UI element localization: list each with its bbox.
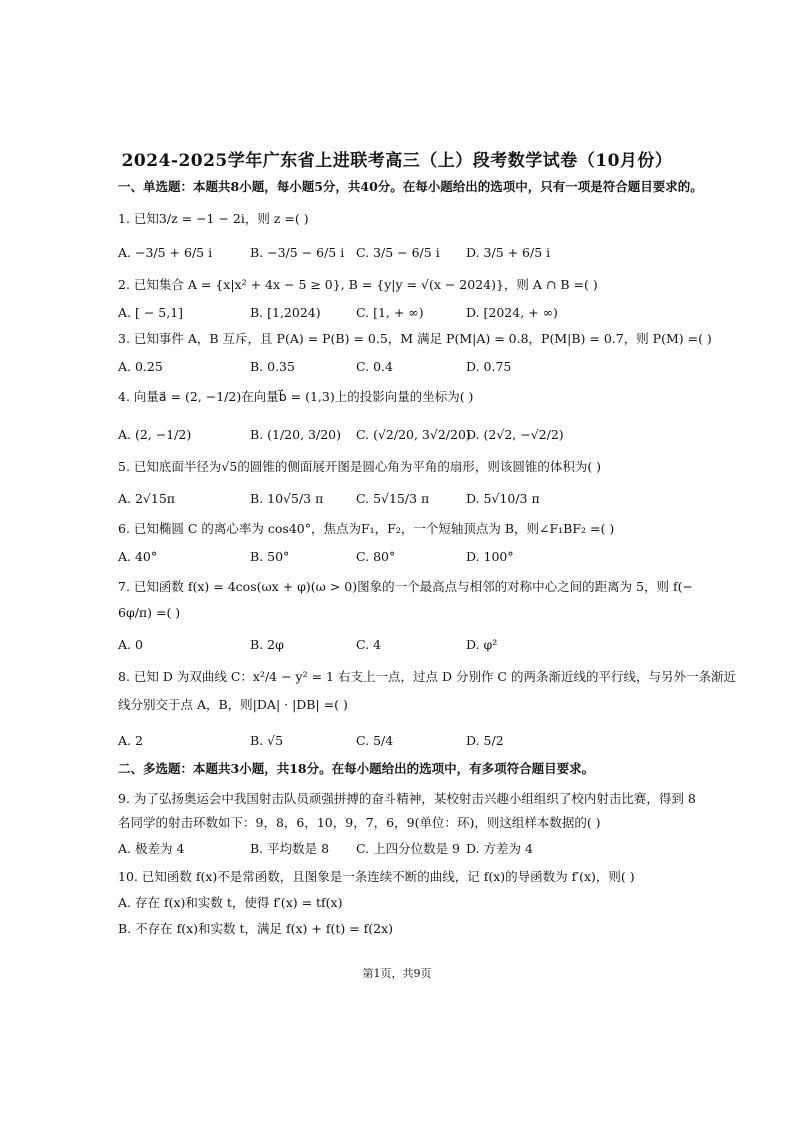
q3-option-b: B. 0.35 bbox=[250, 359, 295, 374]
question-9-cont: 名同学的射击环数如下：9，8，6，10，9，7，6，9(单位：环)，则这组样本数据的( ) bbox=[118, 815, 601, 830]
q1-option-b: B. −3/5 − 6/5 i bbox=[250, 245, 345, 260]
question-9-options bbox=[118, 840, 698, 858]
q7-option-c: C. 4 bbox=[356, 637, 382, 652]
q5-option-b: B. 10√5/3 π bbox=[250, 491, 324, 506]
q8-option-d: D. 5/2 bbox=[466, 733, 504, 748]
q3-option-c: C. 0.4 bbox=[356, 359, 393, 374]
question-10: 10. 已知函数 f(x)不是常函数，且图象是一条连续不断的曲线，记 f(x)的导函数为 f′(x)，则( ) bbox=[118, 869, 635, 884]
question-8-cont: 线分别交于点 A，B，则|DA| · |DB| =( ) bbox=[118, 697, 348, 712]
question-6-options bbox=[118, 548, 698, 566]
q4-option-c: C. (√2/20, 3√2/20) bbox=[356, 427, 471, 442]
q6-option-b: B. 50° bbox=[250, 549, 290, 564]
q1-option-d: D. 3/5 + 6/5 i bbox=[466, 245, 551, 260]
q1-option-a: A. −3/5 + 6/5 i bbox=[118, 245, 213, 260]
question-1: 1. 已知3/z = −1 − 2i，则 z =( ) bbox=[118, 211, 309, 226]
q8-option-a: A. 2 bbox=[118, 733, 143, 748]
q2-option-a: A. [ − 5,1] bbox=[118, 305, 184, 320]
question-7: 7. 已知函数 f(x) = 4cos(ωx + φ)(ω > 0)图象的一个最高点与相邻的对称中心之间的距离为 5，则 f(− bbox=[118, 579, 693, 594]
q7-option-a: A. 0 bbox=[118, 637, 143, 652]
q10-option-b: B. 不存在 f(x)和实数 t，满足 f(x) + f(t) = f(2x) bbox=[118, 921, 394, 936]
q6-option-c: C. 80° bbox=[356, 549, 396, 564]
question-5-options bbox=[118, 490, 698, 508]
q7-option-b: B. 2φ bbox=[250, 637, 284, 652]
q10-option-a: A. 存在 f(x)和实数 t，使得 f′(x) = tf(x) bbox=[118, 895, 343, 910]
q4-option-d: D. (2√2, −√2/2) bbox=[466, 427, 564, 442]
question-2-options bbox=[118, 304, 698, 322]
q3-option-a: A. 0.25 bbox=[118, 359, 163, 374]
question-7-options bbox=[118, 636, 698, 654]
question-6: 6. 已知椭圆 C 的离心率为 cos40°，焦点为F₁，F₂，一个短轴顶点为 B，则∠F₁BF₂ =( ) bbox=[118, 521, 615, 536]
question-4: 4. 向量a⃗ = (2, −1/2)在向量b⃗ = (1,3)上的投影向量的坐标为( ) bbox=[118, 389, 474, 404]
question-3-options bbox=[118, 358, 698, 376]
question-3: 3. 已知事件 A，B 互斥，且 P(A) = P(B) = 0.5，M 满足 P(M|A) = 0.8，P(M|B) = 0.7，则 P(M) =( ) bbox=[118, 331, 712, 346]
question-8-options bbox=[118, 732, 698, 750]
q5-option-c: C. 5√15/3 π bbox=[356, 491, 430, 506]
question-8: 8. 已知 D 为双曲线 C：x²/4 − y² = 1 右支上一点，过点 D 分别作 C 的两条渐近线的平行线，与另外一条渐近 bbox=[118, 669, 736, 684]
q9-option-b: B. 平均数是 8 bbox=[250, 841, 330, 856]
q6-option-a: A. 40° bbox=[118, 549, 158, 564]
question-2: 2. 已知集合 A = {x|x² + 4x − 5 ≥ 0}, B = {y|y = √(x − 2024)}，则 A ∩ B =( ) bbox=[118, 277, 598, 292]
q9-option-c: C. 上四分位数是 9 bbox=[356, 841, 460, 856]
question-5: 5. 已知底面半径为√5的圆锥的侧面展开图是圆心角为平角的扇形，则该圆锥的体积为( ) bbox=[118, 459, 602, 474]
question-4-options bbox=[118, 426, 698, 444]
page-footer: 第1页，共9页 bbox=[362, 967, 432, 980]
question-9: 9. 为了弘扬奥运会中我国射击队员顽强拼搏的奋斗精神，某校射击兴趣小组组织了校内射击比赛，得到 8 bbox=[118, 791, 696, 806]
q5-option-a: A. 2√15π bbox=[118, 491, 176, 506]
q6-option-d: D. 100° bbox=[466, 549, 514, 564]
exam-title: 2024-2025学年广东省上进联考高三（上）段考数学试卷（10月份） bbox=[121, 151, 673, 171]
q8-option-c: C. 5/4 bbox=[356, 733, 394, 748]
q8-option-b: B. √5 bbox=[250, 733, 284, 748]
q2-option-c: C. [1, + ∞) bbox=[356, 305, 424, 320]
q2-option-d: D. [2024, + ∞) bbox=[466, 305, 558, 320]
section-multiple-choice: 二、多选题：本题共3小题，共18分。在每小题给出的选项中，有多项符合题目要求。 bbox=[118, 761, 595, 776]
q1-option-c: C. 3/5 − 6/5 i bbox=[356, 245, 440, 260]
q3-option-d: D. 0.75 bbox=[466, 359, 512, 374]
question-7-cont: 6φ/π) =( ) bbox=[118, 605, 181, 620]
q5-option-d: D. 5√10/3 π bbox=[466, 491, 540, 506]
q9-option-a: A. 极差为 4 bbox=[118, 841, 185, 856]
q2-option-b: B. [1,2024) bbox=[250, 305, 321, 320]
q7-option-d: D. φ² bbox=[466, 637, 498, 652]
q9-option-d: D. 方差为 4 bbox=[466, 841, 533, 856]
q4-option-a: A. (2, −1/2) bbox=[118, 427, 192, 442]
q4-option-b: B. (1/20, 3/20) bbox=[250, 427, 341, 442]
question-1-options bbox=[118, 244, 698, 262]
section-single-choice: 一、单选题：本题共8小题，每小题5分，共40分。在每小题给出的选项中，只有一项是符合题目要求的。 bbox=[118, 179, 703, 194]
